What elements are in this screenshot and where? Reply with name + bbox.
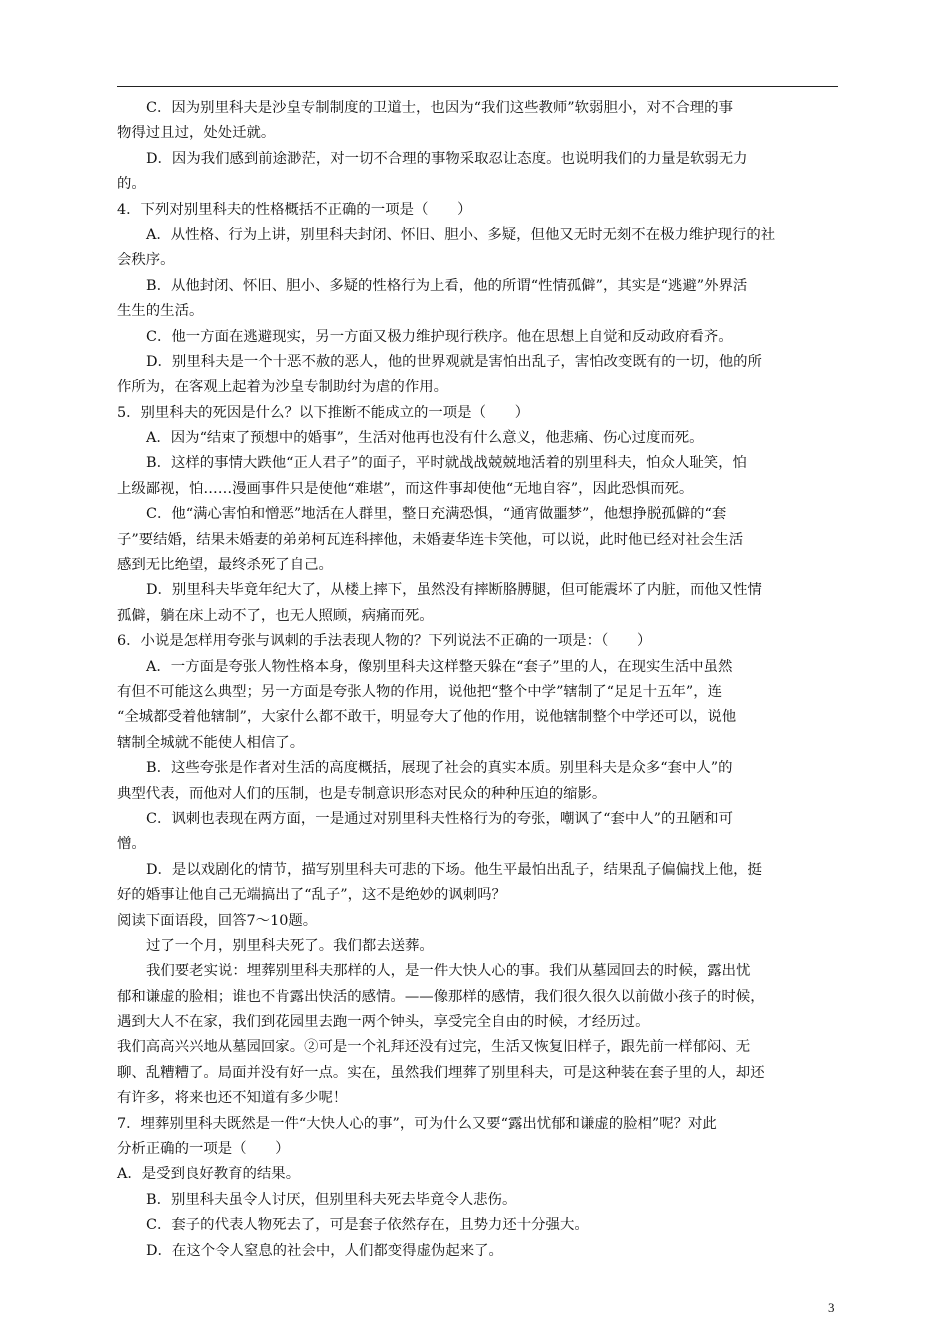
- text-line: 物得过且过，处处迁就。: [117, 125, 276, 142]
- text-line: 好的婚事让他自己无端搞出了“乱子”，这不是绝妙的讽刺吗？: [117, 887, 506, 904]
- text-line: 郁和谦虚的脸相；谁也不肯露出快活的感情。——像那样的感情，我们很久很久以前做小孩子的时候，: [117, 988, 765, 1005]
- text-line: 有但不可能这么典型；另一方面是夸张人物的作用，说他把“整个中学”辖制了“足足十五年”，连: [117, 683, 723, 700]
- text-line: A．是受到良好教育的结果。: [117, 1166, 301, 1183]
- text-line: 过了一个月，别里科夫死了。我们都去送葬。: [146, 937, 434, 954]
- text-line: 5．别里科夫的死因是什么？以下推断不能成立的一项是（ ）: [117, 404, 530, 421]
- text-line: D．别里科夫是一个十恶不赦的恶人，他的世界观就是害怕出乱子，害怕改变既有的一切，他的所: [146, 353, 762, 370]
- text-line: 上级鄙视，怕……漫画事件只是使他“难堪”，而这件事却使他“无地自容”，因此恐惧而死。: [117, 480, 694, 497]
- text-line: D．因为我们感到前途渺茫，对一切不合理的事物采取忍让态度。也说明我们的力量是软弱无力: [146, 150, 748, 167]
- text-line: 的。: [117, 176, 146, 193]
- text-line: B．这些夸张是作者对生活的高度概括，展现了社会的真实本质。别里科夫是众多“套中人”的: [146, 760, 733, 777]
- text-line: 分析正确的一项是（ ）: [117, 1141, 290, 1158]
- text-line: 6．小说是怎样用夸张与讽刺的手法表现人物的？下列说法不正确的一项是：（ ）: [117, 633, 652, 650]
- text-line: 我们高高兴兴地从墓园回家。②可是一个礼拜还没有过完，生活又恢复旧样子，跟先前一样郁闷、无: [117, 1039, 751, 1056]
- text-line: C．他“满心害怕和憎恶”地活在人群里，整日充满恐惧，“通宵做噩梦”，他想挣脱孤僻的“套: [146, 506, 727, 523]
- text-line: 聊、乱糟糟了。局面并没有好一点。实在，虽然我们埋葬了别里科夫，可是这种装在套子里的人，却还: [117, 1064, 765, 1081]
- text-line: “全城都受着他辖制”，大家什么都不敢干，明显夸大了他的作用，说他辖制整个中学还可以，说他: [117, 709, 737, 726]
- text-line: 我们要老实说：埋葬别里科夫那样的人，是一件大快人心的事。我们从墓园回去的时候，露出忧: [146, 963, 751, 980]
- text-line: 典型代表，而他对人们的压制，也是专制意识形态对民众的种种压迫的缩影。: [117, 785, 607, 802]
- text-line: B．这样的事情大跌他“正人君子”的面子，平时就战战兢兢地活着的别里科夫，怕众人耻笑，怕: [146, 455, 747, 472]
- text-line: B．别里科夫虽令人讨厌，但别里科夫死去毕竟令人悲伤。: [146, 1191, 517, 1208]
- text-line: 感到无比绝望，最终杀死了自己。: [117, 557, 333, 574]
- text-line: 辖制全城就不能使人相信了。: [117, 734, 305, 751]
- text-line: 会秩序。: [117, 252, 175, 269]
- text-line: 生生的生活。: [117, 303, 204, 320]
- text-line: 4．下列对别里科夫的性格概括不正确的一项是（ ）: [117, 201, 472, 218]
- text-line: D．在这个令人窒息的社会中，人们都变得虚伪起来了。: [146, 1242, 503, 1259]
- text-line: D．别里科夫毕竟年纪大了，从楼上摔下，虽然没有摔断胳膊腿，但可能震坏了内脏，而他又性情: [146, 582, 762, 599]
- text-line: 孤僻，躺在床上动不了，也无人照顾，病痛而死。: [117, 607, 434, 624]
- text-line: C．套子的代表人物死去了，可是套子依然存在，且势力还十分强大。: [146, 1217, 589, 1234]
- text-line: 7．埋葬别里科夫既然是一件“大快人心的事”，可为什么又要“露出忧郁和谦虚的脸相”呢？对此: [117, 1115, 717, 1132]
- text-line: D．是以戏剧化的情节，描写别里科夫可悲的下场。他生平最怕出乱子，结果乱子偏偏找上他，挺: [146, 861, 762, 878]
- text-line: C．因为别里科夫是沙皇专制制度的卫道士，也因为“我们这些教师”软弱胆小，对不合理的事: [146, 100, 733, 116]
- text-line: 子”要结婚，结果未婚妻的弟弟柯瓦连科摔他，未婚妻华连卡笑他，可以说，此时他已经对社会生活: [117, 531, 744, 548]
- text-line: 有许多，将来也还不知道有多少呢！: [117, 1090, 348, 1107]
- text-line: C．他一方面在逃避现实，另一方面又极力维护现行秩序。他在思想上自觉和反动政府看齐。: [146, 328, 733, 345]
- text-line: B．从他封闭、怀旧、胆小、多疑的性格行为上看，他的所谓“性情孤僻”，其实是“逃避”外界活: [146, 277, 748, 294]
- text-line: A．一方面是夸张人物性格本身，像别里科夫这样整天躲在“套子”里的人，在现实生活中虽然: [146, 658, 733, 675]
- text-line: 遇到大人不在家，我们到花园里去跑一两个钟头，享受完全自由的时候，才经历过。: [117, 1014, 650, 1031]
- header-rule: [117, 86, 838, 87]
- text-line: A．从性格、行为上讲，别里科夫封闭、怀旧、胆小、多疑，但他又无时无刻不在极力维护现行的社: [146, 226, 776, 243]
- text-line: A．因为“结束了预想中的婚事”，生活对他再也没有什么意义，他悲痛、伤心过度而死。: [146, 430, 704, 447]
- document-body: [117, 96, 838, 1264]
- text-line: 作所为，在客观上起着为沙皇专制助纣为虐的作用。: [117, 379, 448, 396]
- text-line: C．讽刺也表现在两方面，一是通过对别里科夫性格行为的夸张，嘲讽了“套中人”的丑陋和可: [146, 810, 733, 827]
- page-number: 3: [828, 1300, 835, 1315]
- text-line: 阅读下面语段，回答7～10题。: [117, 912, 318, 929]
- text-line: 憎。: [117, 836, 146, 853]
